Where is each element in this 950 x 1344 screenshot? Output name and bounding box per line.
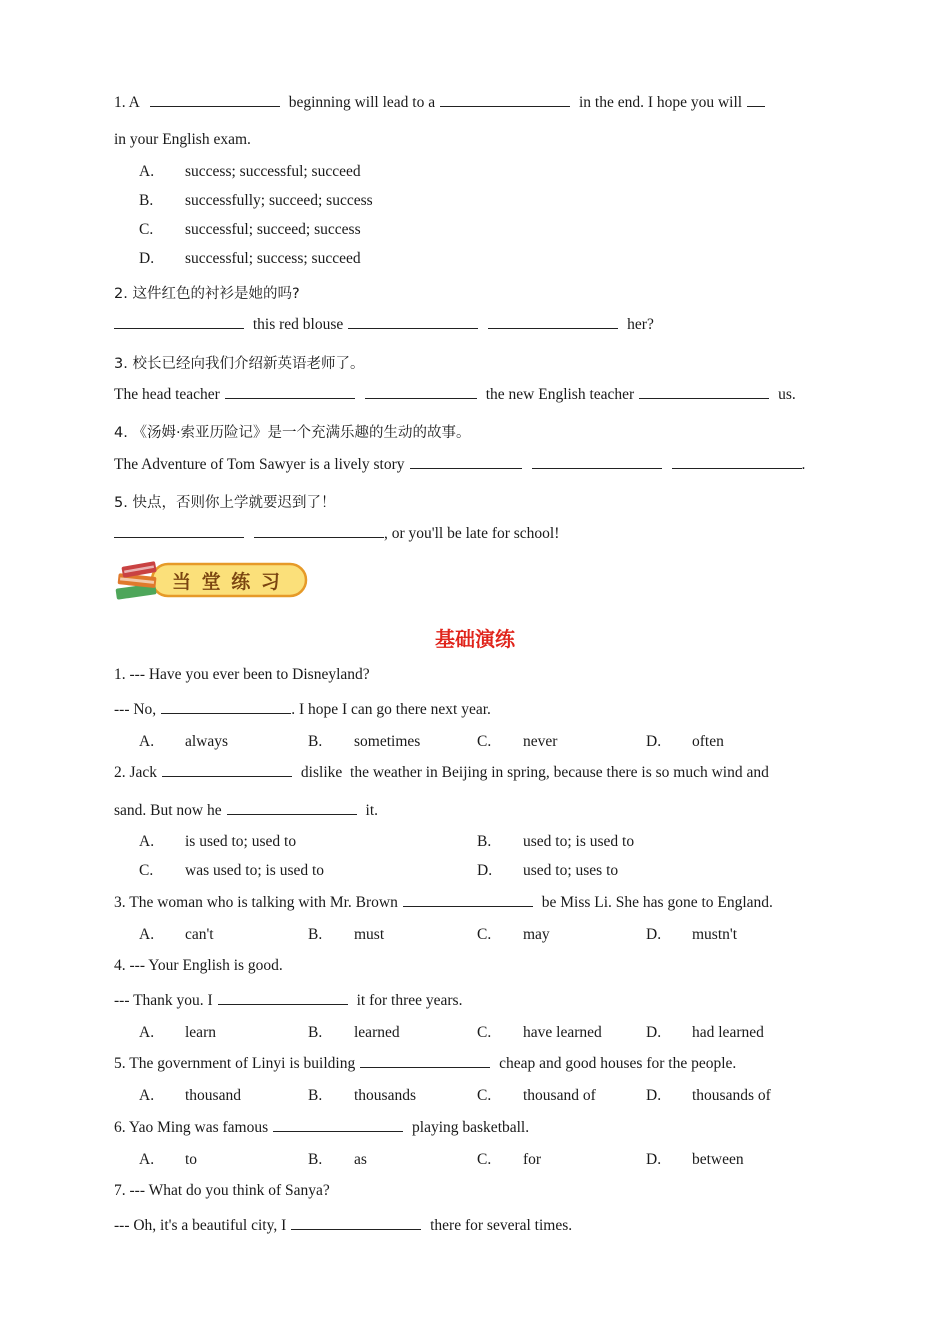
ex-q1-line2 [114,701,491,719]
option-text: always [185,733,229,750]
option-text: thousands of [692,1087,771,1104]
text: it for three years. [356,992,463,1009]
ex-q4-line2 [114,992,462,1010]
ex-q1-line1: 1. --- Have you ever been to Disneyland? [114,666,370,683]
option[interactable] [646,733,724,751]
option-text: may [523,926,550,943]
ex-q2-line1 [114,764,769,782]
option-letter: D. [139,250,155,267]
option[interactable] [646,1087,771,1105]
answer-blank[interactable] [114,536,244,538]
ex-q3-line1 [114,894,773,912]
option-letter: B. [477,833,492,850]
option-text: used to; is used to [523,833,635,850]
answer-blank[interactable] [218,1003,348,1005]
option-letter: A. [139,163,155,180]
option-text: is used to; used to [185,833,297,850]
option-text: thousand [185,1087,241,1104]
option[interactable] [308,926,384,944]
option-letter: D. [646,926,662,943]
text: there for several times. [430,1217,573,1234]
option-text: was used to; is used to [185,862,325,879]
text: the new English teacher [485,386,635,403]
option-text: must [354,926,385,943]
option[interactable] [477,833,634,851]
text: dislike [300,764,343,781]
option[interactable] [139,1151,197,1169]
text: The Adventure of Tom Sawyer is a lively story [114,456,405,473]
option-letter: C. [139,862,154,879]
option[interactable] [477,862,618,880]
option-letter: D. [646,1151,662,1168]
practice-badge [114,556,310,606]
badge-label: 当 堂 练 习 [172,571,282,593]
option-text: can't [185,926,214,943]
option-text: thousand of [523,1087,596,1104]
option-text: as [354,1151,367,1168]
prev-q5-english [114,525,559,543]
option-text: never [523,733,558,750]
option[interactable] [139,926,214,944]
answer-blank[interactable] [161,712,291,714]
text: 3. The woman who is talking with Mr. Brown [114,894,398,911]
prev-q1-line1 [114,94,770,112]
answer-blank[interactable] [672,467,802,469]
prev-q2-chinese: 2. 这件红色的衬衫是她的吗? [114,286,300,302]
option-letter: D. [646,1087,662,1104]
answer-blank[interactable] [291,1228,421,1230]
option-text: had learned [692,1024,764,1041]
option[interactable] [646,1151,744,1169]
section-title: 基础演练 [435,627,515,651]
answer-blank[interactable] [254,536,384,538]
option-letter: C. [477,1024,492,1041]
option[interactable] [139,833,296,851]
option[interactable] [139,250,361,268]
option[interactable] [477,1087,596,1105]
answer-blank[interactable] [162,775,292,777]
option-text: successfully; succeed; success [185,192,373,209]
option[interactable] [308,1087,416,1105]
option-letter: A. [139,1087,155,1104]
answer-blank[interactable] [403,905,533,907]
option[interactable] [477,1151,541,1169]
answer-blank[interactable] [360,1066,490,1068]
option-text: successful; success; succeed [185,250,361,267]
option-letter: C. [477,733,492,750]
prev-q4-english [114,456,805,474]
text: the weather in Beijing in spring, because there is so much wind and [350,764,769,781]
option-letter: C. [477,1151,492,1168]
text: 5. The government of Linyi is building [114,1055,356,1072]
prev-q2-english [114,316,654,334]
option-letter: B. [139,192,154,209]
option-letter: B. [308,1151,323,1168]
option-letter: A. [139,1024,155,1041]
prev-q1-line2: in your English exam. [114,131,251,148]
option-text: for [523,1151,542,1168]
text: in the end. I hope you will [578,94,743,111]
option[interactable] [308,1024,400,1042]
answer-blank[interactable] [440,105,570,107]
option-letter: D. [646,733,662,750]
answer-blank[interactable] [639,397,769,399]
option[interactable] [477,733,557,751]
text: playing basketball. [412,1119,530,1136]
option[interactable] [308,1151,367,1169]
text: this red blouse [252,316,344,333]
prev-q5-chinese: 5. 快点，否则你上学就要迟到了！ [114,495,336,511]
option-letter: D. [646,1024,662,1041]
prev-q3-english [114,386,796,404]
option-text: thousands [354,1087,416,1104]
answer-blank[interactable] [488,327,618,329]
text: her? [627,316,654,333]
text: The head teacher [114,386,220,403]
option[interactable] [477,1024,602,1042]
option-text: mustn't [692,926,737,943]
option[interactable] [646,926,737,944]
option-text: to [185,1151,198,1168]
option-letter: B. [308,1024,323,1041]
answer-blank[interactable] [227,813,357,815]
option-letter: C. [477,1087,492,1104]
answer-blank[interactable] [114,327,244,329]
prev-q4-chinese: 4. 《汤姆·索亚历险记》是一个充满乐趣的生动的故事。 [114,425,471,441]
answer-blank[interactable] [365,397,477,399]
ex-q4-line1: 4. --- Your English is good. [114,957,283,974]
option[interactable] [139,221,361,239]
ex-q5-line1 [114,1055,736,1073]
text: 6. Yao Ming was famous [114,1119,269,1136]
option-letter: A. [139,833,155,850]
text: sand. But now he [114,802,222,819]
option-text: learn [185,1024,216,1041]
option[interactable] [308,733,420,751]
option-text: learned [354,1024,400,1041]
text: . [801,456,806,473]
option[interactable] [477,926,550,944]
text: 2. Jack [114,764,158,781]
option-text: between [692,1151,744,1168]
option[interactable] [139,1024,216,1042]
text: . I hope I can go there next year. [291,701,491,718]
option-letter: B. [308,926,323,943]
text: be Miss Li. She has gone to England. [541,894,773,911]
option[interactable] [646,1024,764,1042]
option-letter: B. [308,1087,323,1104]
text: cheap and good houses for the people. [499,1055,737,1072]
answer-blank[interactable] [747,105,765,107]
answer-blank[interactable] [273,1130,403,1132]
text: it. [365,802,379,819]
answer-blank[interactable] [225,397,355,399]
answer-blank[interactable] [348,327,478,329]
text: us. [778,386,796,403]
text: 1. A [114,94,140,111]
option-letter: A. [139,1151,155,1168]
prev-q3-chinese: 3. 校长已经向我们介绍新英语老师了。 [114,356,365,372]
ex-q7-line1: 7. --- What do you think of Sanya? [114,1182,330,1199]
option-letter: D. [477,862,493,879]
option-letter: C. [477,926,492,943]
option[interactable] [139,733,228,751]
text: , or you'll be late for school! [384,525,560,542]
text: --- No, [114,701,157,718]
text: beginning will lead to a [288,94,436,111]
option[interactable] [139,862,324,880]
option[interactable] [139,192,373,210]
ex-q6-line1 [114,1119,529,1137]
text: --- Thank you. I [114,992,213,1009]
ex-q2-line2 [114,802,378,820]
option-letter: C. [139,221,154,238]
answer-blank[interactable] [410,467,522,469]
text: --- Oh, it's a beautiful city, I [114,1217,287,1234]
option-letter: B. [308,733,323,750]
option-text: used to; uses to [523,862,619,879]
option-letter: A. [139,926,155,943]
option[interactable] [139,163,361,181]
option-text: have learned [523,1024,602,1041]
ex-q7-line2 [114,1217,572,1235]
option-text: sometimes [354,733,421,750]
option[interactable] [139,1087,241,1105]
answer-blank[interactable] [532,467,662,469]
option-text: success; successful; succeed [185,163,361,180]
option-text: successful; succeed; success [185,221,361,238]
answer-blank[interactable] [150,105,280,107]
option-text: often [692,733,724,750]
option-letter: A. [139,733,155,750]
